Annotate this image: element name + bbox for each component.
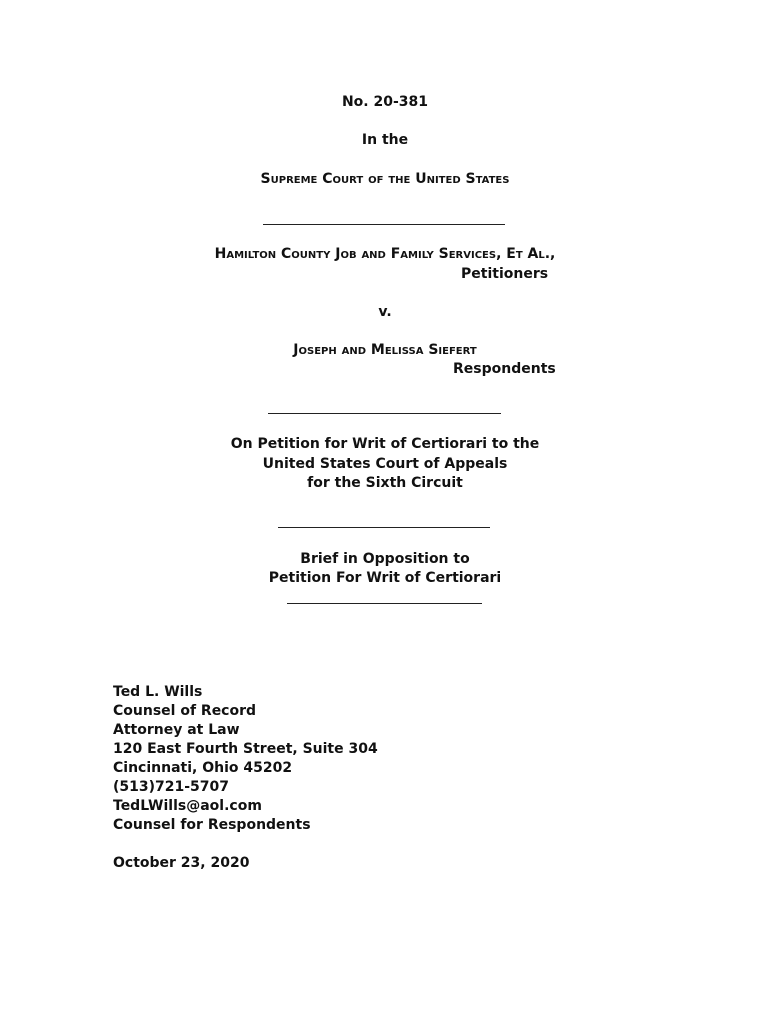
filing-date: October 23, 2020 (113, 855, 250, 871)
divider-rule (268, 413, 501, 414)
counsel-street: 120 East Fourth Street, Suite 304 (113, 741, 378, 757)
counsel-name: Ted L. Wills (113, 684, 203, 700)
petition-line-2: United States Court of Appeals (262, 456, 508, 472)
in-the-label: In the (361, 132, 409, 148)
divider-rule (278, 527, 490, 528)
court-name: Supreme Court of the United States (260, 171, 510, 187)
respondent-name: Joseph and Melissa Siefert (293, 342, 477, 358)
counsel-email: TedLWills@aol.com (113, 798, 262, 814)
divider-rule (263, 224, 505, 225)
versus-label: v. (378, 304, 392, 320)
counsel-city: Cincinnati, Ohio 45202 (113, 760, 293, 776)
counsel-role: Counsel for Respondents (113, 817, 311, 833)
counsel-phone: (513)721-5707 (113, 779, 230, 795)
docket-number: No. 20-381 (341, 94, 429, 110)
petitioner-role: Petitioners (461, 266, 549, 282)
respondent-role: Respondents (453, 361, 556, 377)
counsel-title: Counsel of Record (113, 703, 257, 719)
petition-line-3: for the Sixth Circuit (307, 475, 463, 491)
counsel-profession: Attorney at Law (113, 722, 240, 738)
petition-line-1: On Petition for Writ of Certiorari to the (230, 436, 540, 452)
brief-title-line-1: Brief in Opposition to (300, 551, 470, 567)
brief-title-line-2: Petition For Writ of Certiorari (268, 570, 502, 586)
divider-rule (287, 603, 482, 604)
petitioner-name: Hamilton County Job and Family Services, Et Al., (214, 246, 556, 262)
